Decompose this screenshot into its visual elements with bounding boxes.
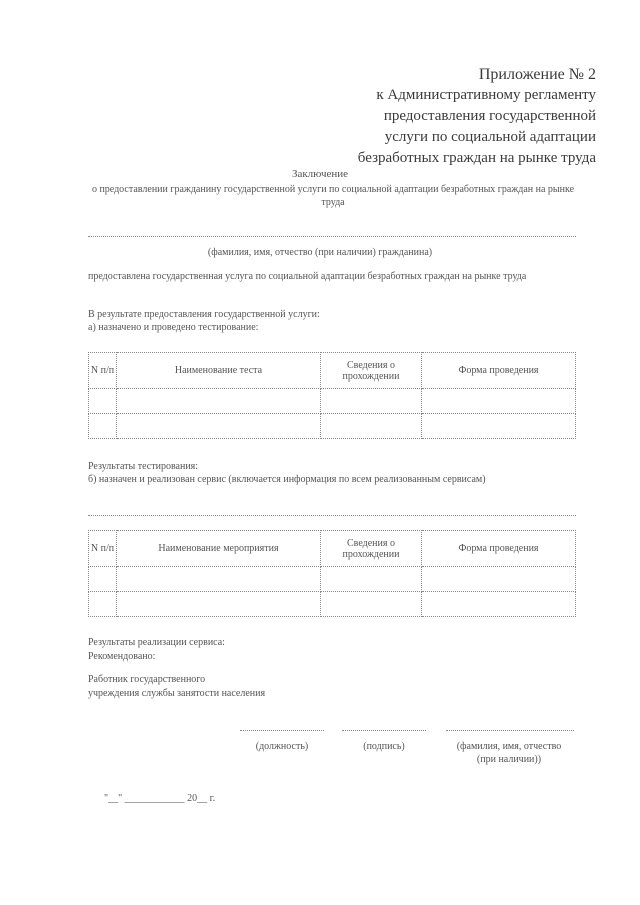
appendix-line-2: к Административному регламенту [376, 87, 596, 103]
col-form-header: Форма проведения [422, 353, 576, 389]
appendix-line-3: предоставления государственной [383, 108, 596, 124]
position-caption: (должность) [255, 741, 309, 752]
document-title: Заключение [291, 168, 349, 180]
col-info-header: Сведения о прохождении [321, 531, 422, 567]
test-results-label: Результаты тестирования: [88, 461, 199, 472]
fio-caption: (фамилия, имя, отчество (при наличии)) [456, 741, 562, 765]
appendix-header [358, 64, 596, 169]
col-event-name-header: Наименование мероприятия [117, 531, 321, 567]
signature-caption: (подпись) [363, 741, 405, 752]
appendix-number: Приложение № 2 [478, 66, 596, 83]
citizen-name-caption: (фамилия, имя, отчество (при наличии) гражданина) [207, 247, 433, 258]
item-a-testing: а) назначено и проведено тестирование: [88, 322, 259, 333]
table-row [89, 592, 576, 617]
service-table [88, 530, 576, 617]
table-row [89, 567, 576, 592]
col-num-header: N п/п [89, 531, 117, 567]
citizen-name-line [88, 236, 576, 237]
signature-line [342, 730, 426, 731]
item-b-service: б) назначен и реализован сервис (включается информация по всем реализованным сервисам) [88, 474, 486, 485]
col-form-header: Форма проведения [422, 531, 576, 567]
col-test-name-header: Наименование теста [117, 353, 321, 389]
recommended-label: Рекомендовано: [88, 651, 156, 662]
document-subtitle: о предоставлении гражданину государственной услуги по социальной адаптации безработных граждан на рынке труда [91, 184, 575, 208]
result-intro: В результате предоставления государственной услуги: [88, 309, 320, 320]
col-info-header: Сведения о прохождении [321, 353, 422, 389]
worker-title-line-1: Работник государственного [88, 674, 206, 685]
testing-table [88, 352, 576, 439]
worker-title-line-2: учреждения службы занятости населения [88, 688, 266, 699]
table-row [89, 414, 576, 439]
table-header-row [89, 353, 576, 389]
service-provided-text: предоставлена государственная услуга по социальной адаптации безработных граждан на рынке труда [88, 271, 527, 282]
position-line [240, 730, 324, 731]
table-row [89, 389, 576, 414]
appendix-line-4: услуги по социальной адаптации [384, 129, 596, 145]
col-num-header: N п/п [89, 353, 117, 389]
appendix-line-5: безработных граждан на рынке труда [357, 150, 596, 166]
service-blank-line [88, 515, 576, 516]
service-results-label: Результаты реализации сервиса: [88, 637, 225, 648]
date-line: "__" ____________ 20__ г. [104, 793, 216, 804]
fio-line [446, 730, 574, 731]
table-header-row [89, 531, 576, 567]
